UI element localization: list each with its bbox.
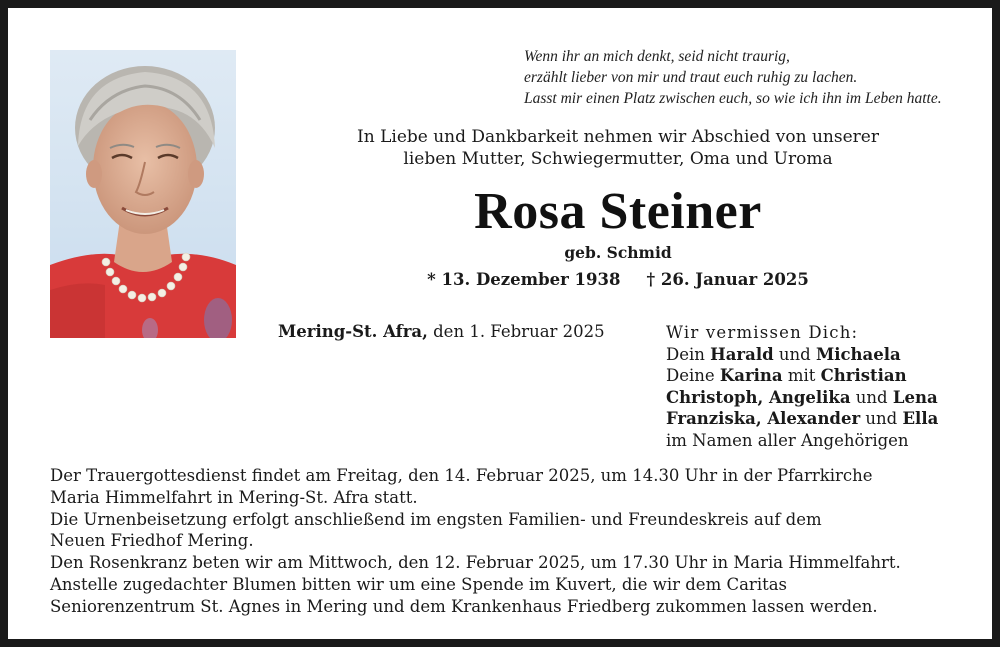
deceased-name: Rosa Steiner — [474, 183, 762, 240]
family-member: Lena — [892, 387, 938, 407]
place-date: den 1. Februar 2025 — [427, 322, 605, 341]
poem-line: Wenn ihr an mich denkt, seid nicht traurig, — [524, 48, 790, 65]
detail-line: Der Trauergottesdienst findet am Freitag, den 14. Februar 2025, um 14.30 Uhr in der Pfarrkirche — [50, 466, 873, 485]
family-text: Dein — [666, 344, 711, 364]
birth-date: * 13. Dezember 1938 — [427, 270, 621, 289]
poem-line: erzählt lieber von mir und traut euch ruhig zu lachen. — [524, 69, 858, 86]
family-member: Harald — [710, 344, 774, 364]
poem — [524, 46, 974, 109]
poem-line: Lasst mir einen Platz zwischen euch, so wie ich ihn im Leben hatte. — [524, 90, 942, 107]
intro-text — [278, 126, 958, 170]
family-member: Christian — [820, 366, 907, 386]
detail-line: Die Urnenbeisetzung erfolgt anschließend im engsten Familien- und Freundeskreis auf dem — [50, 509, 822, 529]
family-line — [666, 387, 976, 409]
detail-line: Den Rosenkranz beten wir am Mittwoch, den 12. Februar 2025, um 17.30 Uhr in Maria Himmelfahrt. — [50, 553, 901, 573]
family-text: und — [773, 344, 816, 364]
intro-line: In Liebe und Dankbarkeit nehmen wir Abschied von unserer — [357, 127, 879, 147]
service-details — [50, 465, 970, 618]
family-member: Michaela — [815, 344, 901, 364]
family-member: Ella — [902, 409, 939, 429]
family-block — [666, 322, 976, 452]
family-member: Franziska, Alexander — [666, 409, 861, 429]
family-line — [666, 365, 976, 387]
intro-line: lieben Mutter, Schwiegermutter, Oma und Uroma — [403, 149, 833, 169]
family-member: Karina — [719, 366, 783, 386]
family-line: im Namen aller Angehörigen — [666, 430, 909, 450]
place-and-date — [278, 322, 638, 341]
family-text: mit — [782, 366, 821, 386]
life-dates — [308, 270, 928, 289]
death-date: † 26. Januar 2025 — [646, 270, 809, 289]
detail-line: Seniorenzentrum St. Agnes in Mering und dem Krankenhaus Friedberg zukommen lassen werden. — [50, 596, 878, 616]
detail-line: Neuen Friedhof Mering. — [50, 531, 254, 551]
family-text: und — [860, 409, 903, 429]
family-text: und — [850, 387, 893, 407]
place-town: Mering-St. Afra, — [278, 322, 428, 341]
family-member: Christoph, Angelika — [666, 387, 851, 407]
detail-line: Maria Himmelfahrt in Mering-St. Afra statt. — [50, 487, 418, 507]
family-line — [666, 344, 976, 366]
birth-name: geb. Schmid — [564, 243, 672, 262]
family-heading: Wir vermissen Dich: — [666, 323, 859, 342]
family-line — [666, 408, 976, 430]
detail-line: Anstelle zugedachter Blumen bitten wir um eine Spende im Kuvert, die wir dem Caritas — [50, 574, 788, 594]
family-text: Deine — [666, 366, 720, 386]
portrait-photo — [50, 50, 236, 338]
